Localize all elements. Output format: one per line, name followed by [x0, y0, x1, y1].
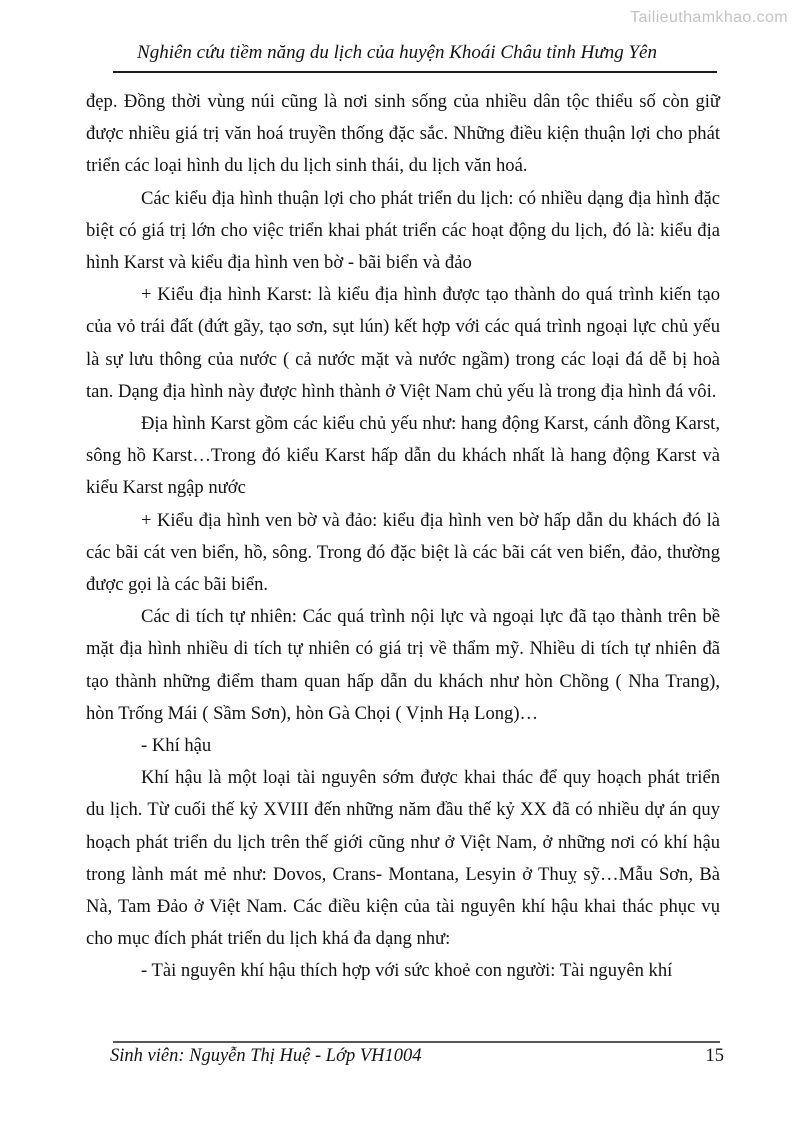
- footer-author: Sinh viên: Nguyễn Thị Huệ - Lớp VH1004: [110, 1046, 422, 1066]
- paragraph: Khí hậu là một loại tài nguyên sớm được khai thác để quy hoạch phát triển du lịch. Từ cuối thế kỷ XVIII đến những năm đầu thế kỷ XX đã có nhiều dự án quy hoạch phát triển du lịch trên thế giới cũng như ở Việt Nam, ở những nơi có khí hậu trong lành mát mẻ như: Dovos, Crans- Montana, Lesyin ở Thuỵ sỹ…Mẫu Sơn, Bà Nà, Tam Đảo ở Việt Nam. Các điều kiện của tài nguyên khí hậu khai thác phục vụ cho mục đích phát triển du lịch khá đa dạng như:: [86, 767, 720, 950]
- paragraph: + Kiểu địa hình ven bờ và đảo: kiểu địa hình ven bờ hấp dẫn du khách đó là các bãi cát ven biển, hồ, sông. Trong đó đặc biệt là các bãi cát ven biển, đảo, thường được gọi là các bãi biển.: [86, 509, 720, 596]
- paragraph: Địa hình Karst gồm các kiểu chủ yếu như: hang động Karst, cánh đồng Karst, sông hồ Karst…Trong đó kiểu Karst hấp dẫn du khách nhất là hang động Karst và kiểu Karst ngập nước: [86, 413, 720, 499]
- watermark: Tailieuthamkhao.com: [630, 9, 788, 26]
- paragraph: - Khí hậu: [141, 735, 212, 757]
- footer-rule: [113, 1041, 720, 1043]
- paragraph: Các kiểu địa hình thuận lợi cho phát triển du lịch: có nhiều dạng địa hình đặc biệt có giá trị lớn cho việc triển khai phát triển các hoạt động du lịch, đó là: kiểu địa hình Karst và kiểu địa hình ven bờ - bãi biển và đảo: [86, 187, 720, 274]
- page-header-title: Nghiên cứu tiềm năng du lịch của huyện Khoái Châu tỉnh Hưng Yên: [137, 42, 657, 63]
- document-body: [86, 86, 720, 988]
- paragraph: Các di tích tự nhiên: Các quá trình nội lực và ngoại lực đã tạo thành trên bề mặt địa hình nhiều di tích tự nhiên có giá trị về thẩm mỹ. Nhiều di tích tự nhiên đã tạo thành những điểm tham quan hấp dẫn du khách như hòn Chồng ( Nha Trang), hòn Trống Mái ( Sầm Sơn), hòn Gà Chọi ( Vịnh Hạ Long)…: [86, 606, 720, 724]
- paragraph: đẹp. Đồng thời vùng núi cũng là nơi sinh sống của nhiều dân tộc thiểu số còn giữ được nhiều giá trị văn hoá truyền thống đặc sắc. Những điều kiện thuận lợi cho phát triển các loại hình du lịch du lịch sinh thái, du lịch văn hoá.: [86, 91, 720, 177]
- page-number: 15: [705, 1046, 724, 1066]
- paragraph: - Tài nguyên khí hậu thích hợp với sức khoẻ con người: Tài nguyên khí: [141, 960, 673, 982]
- paragraph: + Kiểu địa hình Karst: là kiểu địa hình được tạo thành do quá trình kiến tạo của vỏ trái đất (đứt gãy, tạo sơn, sụt lún) kết hợp với các quá trình ngoại lực chủ yếu là sự lưu thông của nước ( cả nước mặt và nước ngầm) trong các loại đá dễ bị hoà tan. Dạng địa hình này được hình thành ở Việt Nam chủ yếu là trong địa hình đá vôi.: [86, 284, 720, 402]
- header-rule: [113, 71, 717, 73]
